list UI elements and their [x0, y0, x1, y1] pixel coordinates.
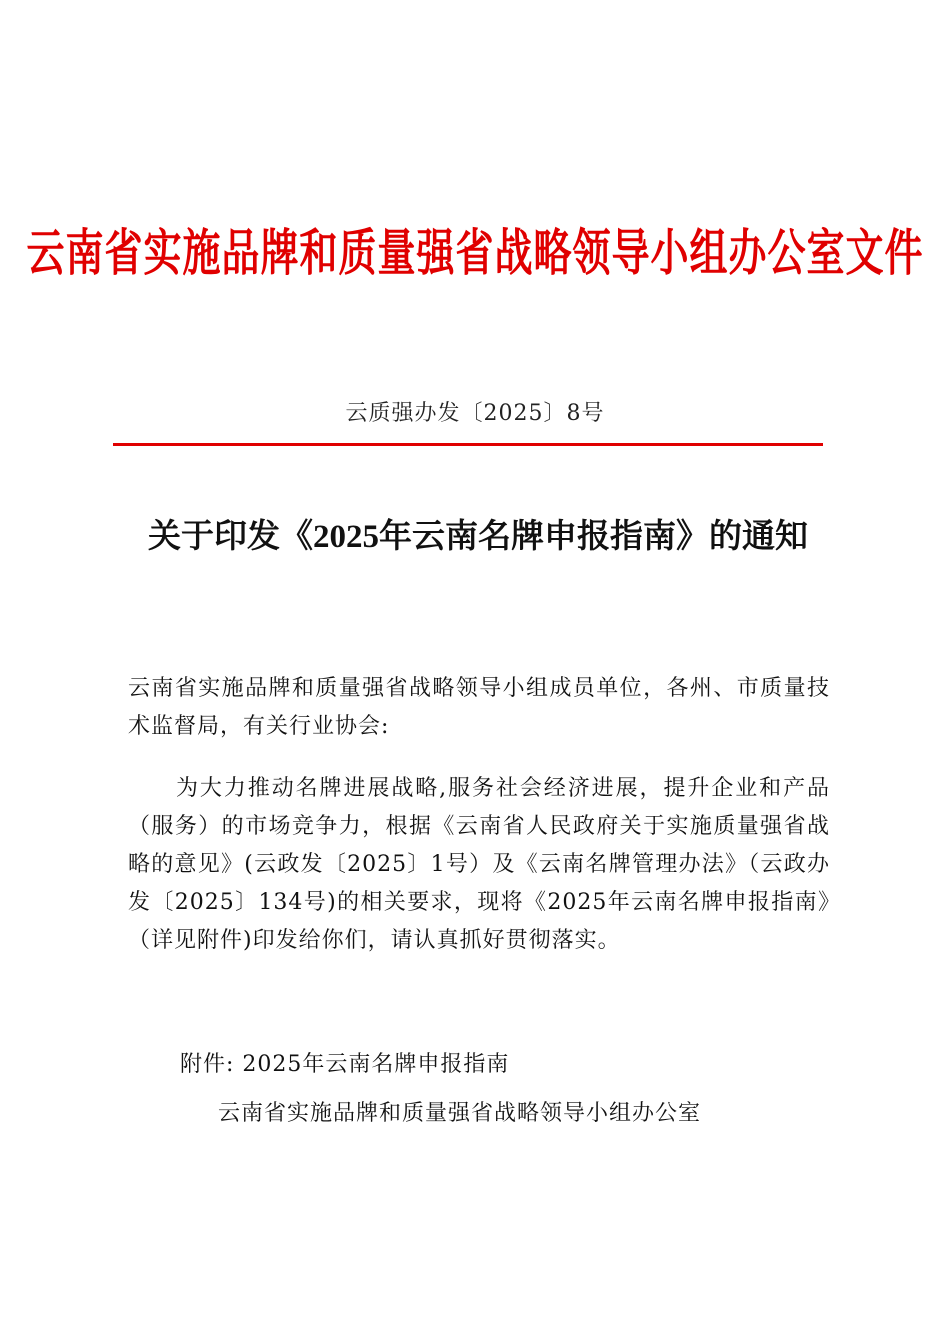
document-number: 云质强办发〔2025〕8号 [345, 401, 605, 426]
body-paragraph: 为大力推动名牌进展战略,服务社会经济进展，提升企业和产品（服务）的市场竞争力，根据《云南省人民政府关于实施质量强省战略的意见》(云政发〔2025〕1号）及《云南名牌管理办法》（云政办发〔2025〕134号)的相关要求，现将《2025年云南名牌申报指南》（详见附件)印发给你们，请认真抓好贯彻落实。 [128, 776, 830, 953]
notice-title: 关于印发《2025年云南名牌申报指南》的通知 [148, 519, 808, 555]
salutation: 云南省实施品牌和质量强省战略领导小组成员单位，各州、市质量技术监督局，有关行业协会: [128, 676, 830, 739]
masthead-title: 云南省实施品牌和质量强省战略领导小组办公室文件 [26, 222, 924, 282]
red-divider [113, 443, 823, 446]
attachment-line: 附件: 2025年云南名牌申报指南 [180, 1052, 510, 1077]
signature-line: 云南省实施品牌和质量强省战略领导小组办公室 [218, 1101, 702, 1126]
